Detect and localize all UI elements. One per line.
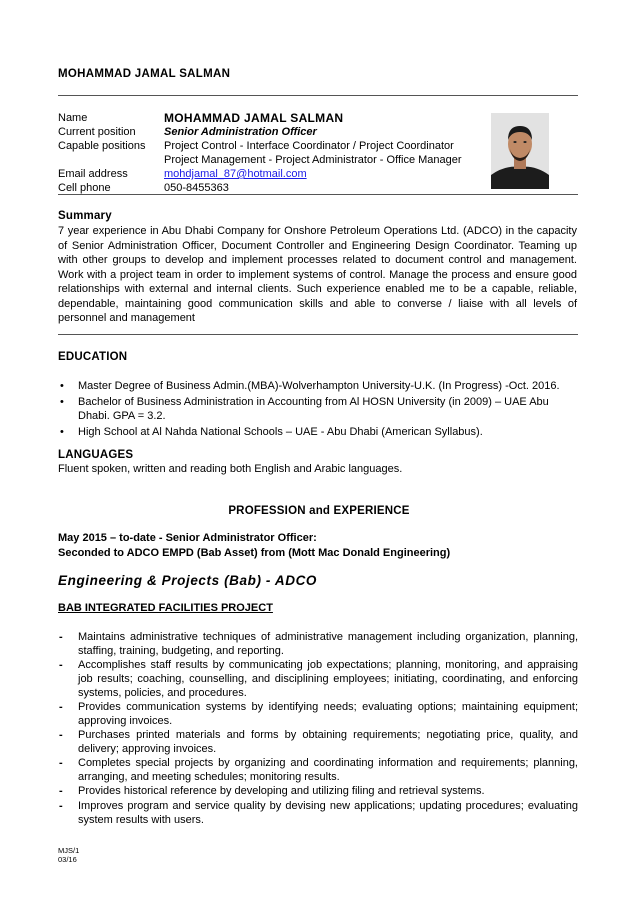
footer-line1: MJS/1 (58, 846, 80, 855)
phone-value: 050-8455363 (164, 182, 229, 194)
capable-value-1: Project Control - Interface Coordinator / Project Coordinator (164, 140, 454, 152)
languages-title: LANGUAGES (58, 449, 134, 461)
duty-text: Provides communication systems by identifying needs; evaluating options; maintaining equipment; approving invoices. (78, 701, 578, 728)
capable-label: Capable positions (58, 140, 146, 152)
duty-item (58, 799, 578, 827)
dash-icon: - (59, 659, 63, 672)
duty-text: Completes special projects by organizing and coordinating information and requirements; planning, arranging, and meeting schedules; monitoring results. (78, 757, 578, 784)
dash-icon: - (59, 729, 63, 742)
summary-text: 7 year experience in Abu Dhabi Company for Onshore Petroleum Operations Ltd. (ADCO) in the capacity of Senior Administration Officer, Document Controller and Engineering Design Coordinator. Teaming up with other groups to develop and implement processes related to document control and management. Work with a project team in order to implement systems of control. Manage the process and ensure good relationships with external and internal clients. Such experience enabled me to be a capable, reliable, dependable, maintaining good communication skills and able to converse / liaise with all levels of personnel and management (58, 225, 577, 324)
position-value: Senior Administration Officer (164, 126, 317, 138)
profile-photo (491, 113, 549, 189)
duty-text: Maintains administrative techniques of administrative management including organization, planning, staffing, training, budgeting, and reporting. (78, 631, 578, 657)
bullet-icon: • (60, 396, 64, 408)
education-item (58, 395, 578, 423)
capable-value-2: Project Management - Project Administrator - Office Manager (164, 154, 462, 166)
education-item-text: Bachelor of Business Administration in Accounting from Al HOSN University (in 2009) – UAE Abu Dhabi. GPA = 3.2. (78, 396, 549, 422)
duty-item (58, 784, 578, 798)
email-label: Email address (58, 168, 128, 180)
page-header-name: MOHAMMAD JAMAL SALMAN (58, 68, 231, 80)
header-divider (58, 95, 578, 96)
duty-text: Improves program and service quality by devising new applications; updating procedures; evaluating system results with users. (78, 799, 578, 826)
dash-icon: - (59, 701, 63, 714)
summary-title: Summary (58, 210, 112, 222)
summary-divider (58, 334, 578, 335)
company-heading: Engineering & Projects (Bab) - ADCO (58, 573, 318, 588)
dash-icon: - (59, 631, 63, 643)
education-item-text: High School at Al Nahda National Schools – UAE - Abu Dhabi (American Syllabus). (78, 426, 483, 438)
dash-icon: - (59, 757, 63, 770)
duty-item (58, 728, 578, 756)
duty-item (58, 630, 578, 658)
languages-text: Fluent spoken, written and reading both English and Arabic languages. (58, 463, 403, 475)
phone-label: Cell phone (58, 182, 111, 194)
bullet-icon: • (60, 426, 64, 438)
duties-list (58, 630, 578, 827)
education-item (58, 425, 578, 439)
experience-title: PROFESSION and EXPERIENCE (228, 505, 410, 517)
experience-line2: Seconded to ADCO EMPD (Bab Asset) from (Mott Mac Donald Engineering) (58, 547, 451, 559)
position-label: Current position (58, 126, 136, 138)
education-item (58, 379, 578, 393)
experience-line1: May 2015 – to-date - Senior Administrator Officer: (58, 532, 317, 544)
duty-item (58, 756, 578, 784)
dash-icon: - (59, 785, 63, 798)
name-label: Name (58, 112, 88, 124)
education-title: EDUCATION (58, 351, 128, 363)
email-link[interactable]: mohdjamal_87@hotmail.com (164, 168, 307, 180)
duty-item (58, 658, 578, 700)
name-value: MOHAMMAD JAMAL SALMAN (164, 111, 344, 125)
footer-line2: 03/16 (58, 855, 77, 864)
duty-text: Provides historical reference by developing and utilizing filing and retrieval systems. (78, 785, 485, 798)
education-list (58, 379, 578, 441)
dash-icon: - (59, 799, 63, 812)
project-heading: BAB INTEGRATED FACILITIES PROJECT (58, 602, 273, 614)
duty-text: Accomplishes staff results by communicating job expectations; planning, monitoring, and appraising job results; coaching, counselling, and disciplining employees; initiating, coordinating, and enforcing systems, policies, and procedures. (78, 659, 578, 700)
education-item-text: Master Degree of Business Admin.(MBA)-Wolverhampton University-U.K. (In Progress) -Oct. 2016. (78, 380, 560, 392)
duty-item (58, 700, 578, 728)
bullet-icon: • (60, 380, 64, 392)
duty-text: Purchases printed materials and forms by obtaining requirements; negotiating price, quality, and delivery; approving invoices. (78, 729, 578, 756)
info-divider (58, 194, 578, 195)
